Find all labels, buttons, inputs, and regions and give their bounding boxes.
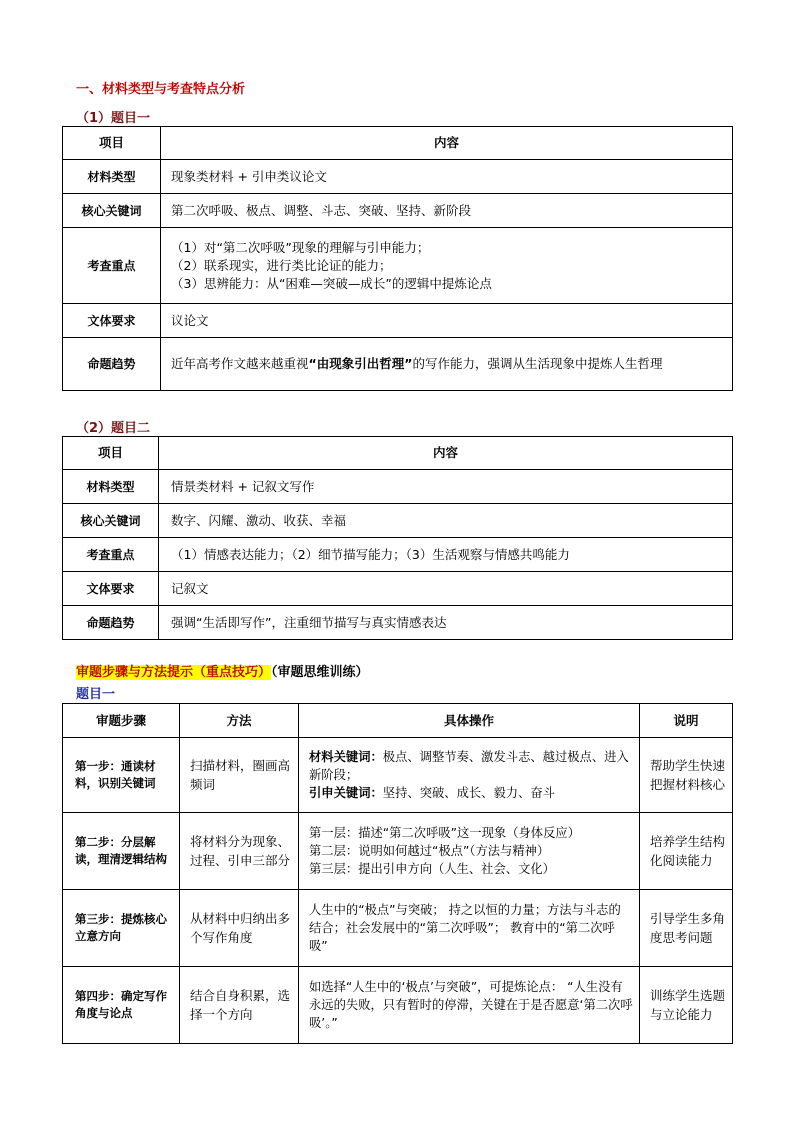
q2-key: 文体要求 [63, 572, 159, 606]
ops-cell [299, 738, 640, 813]
q2-col-item: 项目 [63, 437, 159, 470]
note-cell: 训练学生选题与立论能力 [640, 967, 733, 1044]
method-cell: 将材料分为现象、过程、引申三部分 [180, 813, 299, 890]
step-cell: 第四步：确定写作角度与论点 [63, 967, 180, 1044]
method-cell: 从材料中归纳出多个写作角度 [180, 890, 299, 967]
q2-key: 核心关键词 [63, 504, 159, 538]
q1-focus-line: （1）对“第二次呼吸”现象的理解与引申能力； [171, 239, 430, 255]
q1-heading: （1）题目一 [76, 111, 151, 126]
steps-col-method: 方法 [180, 704, 299, 738]
ops-cell: 人生中的“极点”与突破； 持之以恒的力量；方法与斗志的结合；社会发展中的“第二次呼吸”； 教育中的“第二次呼吸” [299, 890, 640, 967]
q1-key: 核心关键词 [63, 194, 161, 228]
trend-bold: “由现象引出哲理” [308, 356, 413, 371]
section-title-suffix: （审题思维训练） [271, 665, 369, 680]
q2-key: 命题趋势 [63, 606, 159, 640]
q1-key: 材料类型 [63, 160, 161, 194]
section-title-2 [76, 661, 369, 680]
q1-key: 命题趋势 [63, 338, 161, 391]
q1-col-content: 内容 [161, 127, 733, 160]
section-title-highlight: 审题步骤与方法提示（重点技巧） [76, 665, 272, 680]
trend-pre: 近年高考作文越来越重视 [171, 356, 309, 371]
q1-value: 议论文 [161, 304, 733, 338]
step-cell: 第二步：分层解读，理清逻辑结构 [63, 813, 180, 890]
ops-label: 引申关键词： [309, 786, 383, 800]
ops-label: 第一层： [309, 826, 359, 840]
ops-label: 材料关键词： [309, 750, 383, 764]
step-cell: 第三步：提炼核心立意方向 [63, 890, 180, 967]
ops-text: 极点、调整节奏、激发斗志、越过极点、进入新阶段； [309, 750, 629, 782]
q2-value: 情景类材料 + 记叙文写作 [159, 470, 733, 504]
steps-subheading: 题目一 [76, 687, 116, 702]
note-cell: 帮助学生快速把握材料核心 [640, 738, 733, 813]
q2-key: 材料类型 [63, 470, 159, 504]
method-cell: 结合自身积累，选择一个方向 [180, 967, 299, 1044]
q1-focus-line: （3）思辨能力：从“困难—突破—成长”的逻辑中提炼论点 [171, 275, 492, 291]
q1-focus-line: （2）联系现实，进行类比论证的能力； [171, 257, 392, 273]
q2-value: 强调“生活即写作”，注重细节描写与真实情感表达 [159, 606, 733, 640]
ops-label: 第二层： [309, 844, 359, 858]
q1-table [62, 126, 733, 391]
q2-value: （1）情感表达能力；（2）细节描写能力；（3）生活观察与情感共鸣能力 [159, 538, 733, 572]
q2-value: 记叙文 [159, 572, 733, 606]
ops-cell: 如选择“人生中的‘极点’与突破”，可提炼论点： “人生没有永远的失败，只有暂时的停滞，关键在于是否愿意‘第二次呼吸’。” [299, 967, 640, 1044]
q1-value: 第二次呼吸、极点、调整、斗志、突破、坚持、新阶段 [161, 194, 733, 228]
q1-key: 考查重点 [63, 228, 161, 304]
q1-col-item: 项目 [63, 127, 161, 160]
steps-table [62, 703, 733, 1044]
steps-col-ops: 具体操作 [299, 704, 640, 738]
ops-cell [299, 813, 640, 890]
q1-key: 文体要求 [63, 304, 161, 338]
ops-text: 描述“第二次呼吸”这一现象（身体反应） [358, 826, 580, 840]
steps-col-step: 审题步骤 [63, 704, 180, 738]
ops-label: 第三层： [309, 862, 359, 876]
q2-col-content: 内容 [159, 437, 733, 470]
ops-text: 坚持、突破、成长、毅力、奋斗 [382, 786, 555, 800]
q1-value: 现象类材料 + 引申类议论文 [161, 160, 733, 194]
q2-heading: （2）题目二 [76, 421, 151, 436]
note-cell: 引导学生多角度思考问题 [640, 890, 733, 967]
note-cell: 培养学生结构化阅读能力 [640, 813, 733, 890]
q2-value: 数字、闪耀、激动、收获、幸福 [159, 504, 733, 538]
q2-table [62, 436, 733, 640]
q1-value [161, 228, 733, 304]
q2-key: 考查重点 [63, 538, 159, 572]
steps-col-note: 说明 [640, 704, 733, 738]
trend-post: 的写作能力，强调从生活现象中提炼人生哲理 [412, 356, 663, 371]
step-cell: 第一步：通读材料，识别关键词 [63, 738, 180, 813]
ops-text: 提出引申方向（人生、社会、文化） [358, 862, 555, 876]
section-title-1: 一、材料类型与考查特点分析 [76, 82, 246, 97]
q1-value [161, 338, 733, 391]
method-cell: 扫描材料，圈画高频词 [180, 738, 299, 813]
ops-text: 说明如何越过“极点”（方法与精神） [358, 844, 550, 858]
